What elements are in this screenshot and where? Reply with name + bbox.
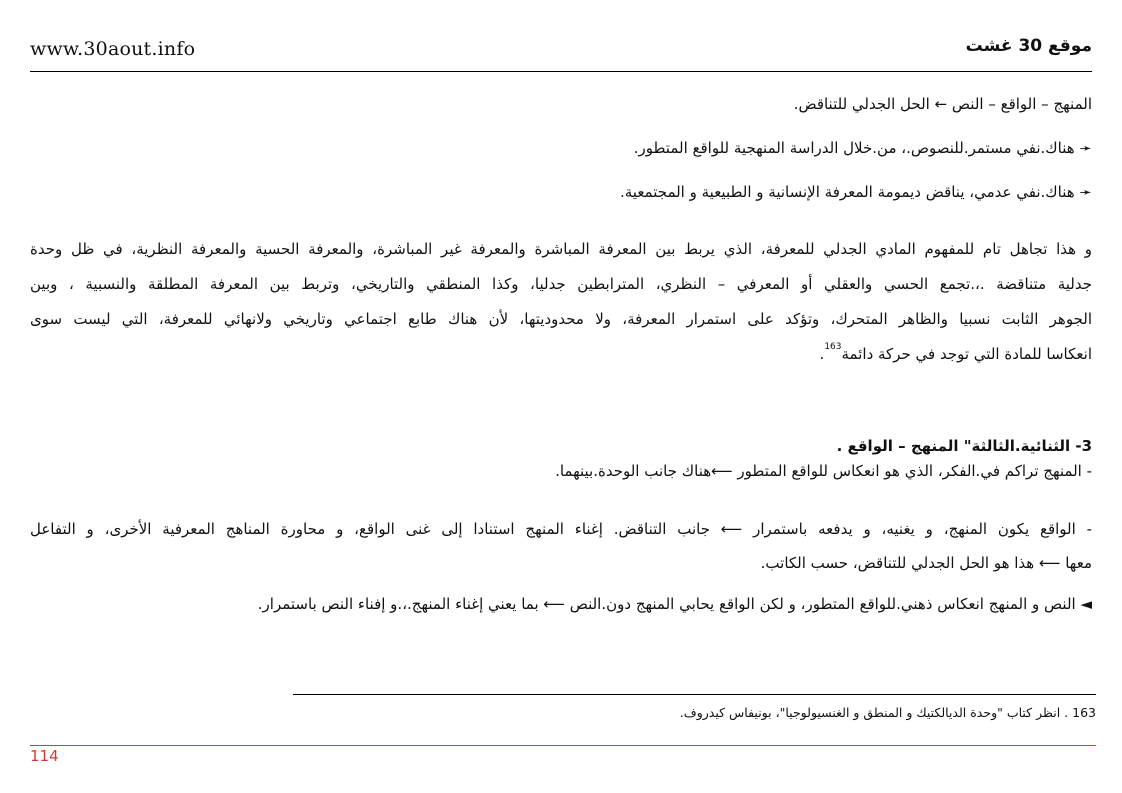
paragraph-last-line <box>30 337 1092 372</box>
paragraph-main <box>30 232 1092 372</box>
site-url[interactable]: www.30aout.info <box>30 38 196 60</box>
site-title: موقع 30 غشت <box>965 36 1092 56</box>
paragraph-line: الجوهر الثابت نسبيا والظاهر المتحرك، وتؤكد على استمرار المعرفة، ولا محدوديتها، لأن هناك طابع اجتماعي وتاريخي ولانهائي للمعرفة، التي ليست سوى <box>30 310 1092 328</box>
paragraph-second <box>30 512 1092 580</box>
line-summary: المنهج – الواقع – النص ← الحل الجدلي للتناقض. <box>793 95 1092 113</box>
footnote-divider <box>293 694 1096 695</box>
header-divider <box>30 71 1092 72</box>
paragraph-line-text: انعكاسا للمادة التي توجد في حركة دائمة <box>841 345 1092 363</box>
section-heading: 3- الثنائية.الثالثة" المنهج – الواقع . <box>836 437 1092 455</box>
arrow-conclusion-line: ◄ النص و المنهج انعكاس ذهني.للواقع المتطور، و لكن الواقع يحابي المنهج دون.النص ⟵ بما يعني إغناء المنهج.،.و إفناء النص باستمرار. <box>257 595 1092 613</box>
page-header <box>30 30 1092 72</box>
bullet-line-1: ➛ هناك.نفي مستمر.للنصوص.، من.خلال الدراسة المنهجية للواقع المتطور. <box>633 139 1092 157</box>
bullet-line-2: ➛ هناك.نفي عدمي، يناقض ديمومة المعرفة الإنسانية و الطبيعية و المجتمعية. <box>619 183 1092 201</box>
page-number: 114 <box>30 747 59 765</box>
line-after-heading: - المنهج تراكم في.الفكر، الذي هو انعكاس للواقع المتطور ⟵هناك جانب الوحدة.بينهما. <box>555 462 1092 480</box>
paragraph-line: معها ⟵ هذا هو الحل الجدلي للتناقض، حسب الكاتب. <box>760 554 1092 572</box>
paragraph-line: - الواقع يكون المنهج، و يغنيه، و يدفعه باستمرار ⟵ جانب التناقض. إغناء المنهج استنادا إلى غنى الواقع، و محاورة المناهج المعرفية الأخرى، و التفاعل <box>30 520 1092 538</box>
footnote: 163 . انظر كتاب "وحدة الديالكتيك و المنطق و الغنسيولوجيا"، بونيفاس كيدروف. <box>679 705 1096 720</box>
paragraph-end-punctuation: . <box>819 345 825 363</box>
paragraph-line: جدلية متناقضة .،.تجمع الحسي والعقلي أو المعرفي – النظري، المترابطين جدليا، وكذا المنطقي والتاريخي، وتربط بين المعرفة المطلقة والنسبية ، وبين <box>30 275 1092 293</box>
paragraph-line: و هذا تجاهل تام للمفهوم المادي الجدلي للمعرفة، الذي يربط بين المعرفة المباشرة والمعرفة غير المباشرة، والمعرفة الحسية والمعرفة النظرية، في ظل وحدة <box>30 240 1092 258</box>
footnote-reference[interactable]: 163 <box>824 342 842 352</box>
footer-divider <box>30 745 1096 746</box>
